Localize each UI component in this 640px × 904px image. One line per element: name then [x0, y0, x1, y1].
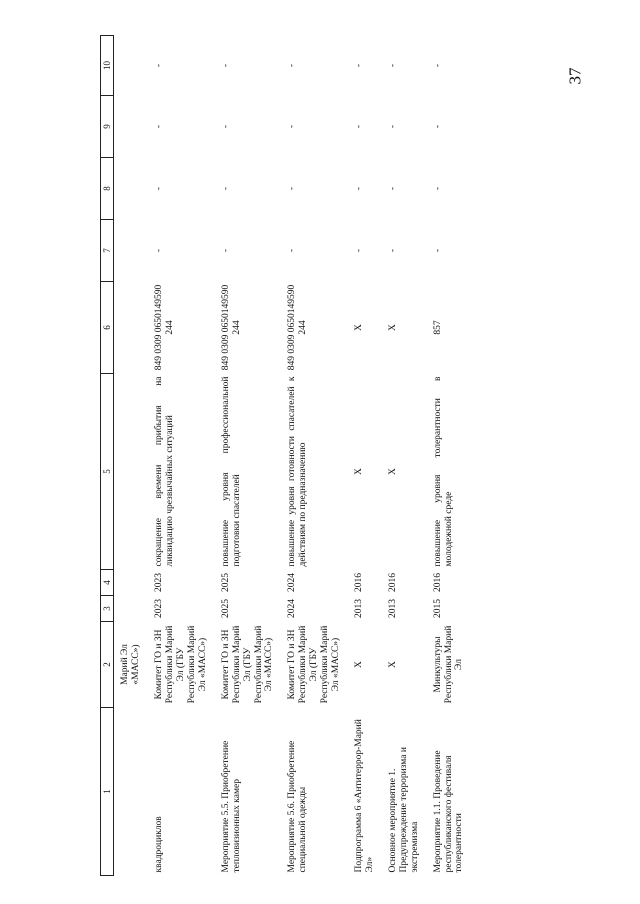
cell-measure: Мероприятие 5.6. Приобретение специальной одежды	[287, 740, 309, 873]
cell-result: повышение уровня толерантности в молодежной среде	[432, 376, 454, 567]
cell-col8: -	[387, 186, 398, 191]
cell-col10: -	[432, 63, 443, 68]
table-row	[281, 36, 348, 876]
cell-col10: -	[287, 63, 298, 68]
cell-budget-code: X	[354, 324, 365, 331]
rotated-table-container	[100, 36, 528, 876]
cell-executor: Комитет ГО и ЗН Республики Марий Эл (ГБУ Республики Марий Эл «МАСС»)	[287, 625, 342, 704]
cell-col7	[114, 220, 148, 282]
cell-col10: -	[387, 63, 398, 68]
table-row	[114, 36, 148, 876]
col-header-9: 9	[101, 96, 114, 158]
cell-start-year: 2025	[220, 599, 231, 618]
cell-start-year: 2015	[432, 599, 443, 618]
cell-col8: -	[287, 186, 298, 191]
cell-col9: -	[220, 124, 231, 129]
cell-col9: -	[354, 124, 365, 129]
cell-start-year: 2024	[287, 599, 298, 618]
header-row	[101, 36, 114, 876]
cell-start-year	[114, 596, 148, 622]
table-row	[148, 36, 215, 876]
cell-measure: Подпрограмма 6 «Антитеррор-Марий Эл»	[354, 719, 375, 873]
cell-result: сокращение времени прибытия на ликвидацию чрезвычайных ситуаций	[154, 376, 176, 567]
cell-result	[114, 374, 148, 570]
cell-end-year	[114, 570, 148, 596]
cell-result: X	[354, 468, 365, 475]
col-header-8: 8	[101, 158, 114, 220]
col-header-2: 2	[101, 622, 114, 708]
cell-col7: -	[387, 248, 398, 253]
cell-measure: Мероприятие 1.1. Проведение республиканского фестиваля толерантности	[432, 750, 465, 873]
table-row	[215, 36, 282, 876]
cell-col7: -	[354, 248, 365, 253]
cell-col10	[114, 36, 148, 96]
cell-col8: -	[354, 186, 365, 191]
cell-budget-code: 857	[432, 320, 443, 335]
col-header-3: 3	[101, 596, 114, 622]
cell-executor: Комитет ГО и ЗН Республики Марий Эл (ГБУ Республики Марий Эл «МАСС»)	[220, 625, 275, 704]
cell-result: повышение уровня готовности спасателей к действиям по предназначению	[287, 376, 309, 567]
cell-start-year: 2013	[354, 599, 365, 618]
cell-executor: Марий Эл «МАСС»)	[120, 644, 142, 685]
cell-col8: -	[154, 186, 165, 191]
cell-col10: -	[354, 63, 365, 68]
cell-executor: X	[354, 661, 365, 668]
col-header-7: 7	[101, 220, 114, 282]
cell-budget-code	[114, 282, 148, 374]
cell-result: повышение уровня профессиональной подготовки спасателей	[220, 376, 242, 567]
cell-end-year: 2023	[154, 573, 165, 592]
cell-budget-code: 849 0309 0650149590 244	[154, 284, 176, 371]
cell-end-year: 2016	[354, 573, 365, 592]
cell-measure: Основное мероприятие 1. Предупреждение терроризма и экстремизма	[387, 747, 420, 873]
cell-col9: -	[387, 124, 398, 129]
cell-end-year: 2024	[287, 573, 298, 592]
table-row	[427, 36, 472, 876]
cell-col9: -	[154, 124, 165, 129]
cell-end-year: 2016	[432, 573, 443, 592]
cell-measure: Мероприятие 5.5. Приобретение тепловизионных камер	[220, 740, 242, 873]
cell-end-year: 2016	[387, 573, 398, 592]
cell-end-year: 2025	[220, 573, 231, 592]
table-row	[348, 36, 382, 876]
col-header-6: 6	[101, 282, 114, 374]
cell-col8: -	[432, 186, 443, 191]
cell-col9: -	[287, 124, 298, 129]
cell-measure: квадроциклов	[154, 816, 165, 873]
table-row	[382, 36, 427, 876]
col-header-4: 4	[101, 570, 114, 596]
cell-budget-code: 849 0309 0650149590 244	[220, 284, 242, 371]
cell-budget-code: 849 0309 0650149590 244	[287, 284, 309, 371]
cell-start-year: 2023	[154, 599, 165, 618]
cell-executor: Минкультуры Республики Марий Эл	[432, 625, 465, 704]
col-header-1: 1	[101, 708, 114, 876]
cell-col7: -	[154, 248, 165, 253]
cell-col7: -	[432, 248, 443, 253]
cell-measure	[114, 708, 148, 876]
cell-start-year: 2013	[387, 599, 398, 618]
cell-result: X	[387, 468, 398, 475]
cell-col8: -	[220, 186, 231, 191]
cell-col10: -	[220, 63, 231, 68]
col-header-10: 10	[101, 36, 114, 96]
measures-table	[100, 35, 471, 876]
col-header-5: 5	[101, 374, 114, 570]
cell-col7: -	[220, 248, 231, 253]
cell-col10: -	[154, 63, 165, 68]
cell-col9	[114, 96, 148, 158]
page-number: 37	[565, 67, 585, 85]
cell-budget-code: X	[387, 324, 398, 331]
cell-col8	[114, 158, 148, 220]
cell-col7: -	[287, 248, 298, 253]
cell-executor: X	[387, 661, 398, 668]
cell-col9: -	[432, 124, 443, 129]
cell-executor: Комитет ГО и ЗН Республики Марий Эл (ГБУ Республики Марий Эл «МАСС»)	[154, 625, 208, 704]
